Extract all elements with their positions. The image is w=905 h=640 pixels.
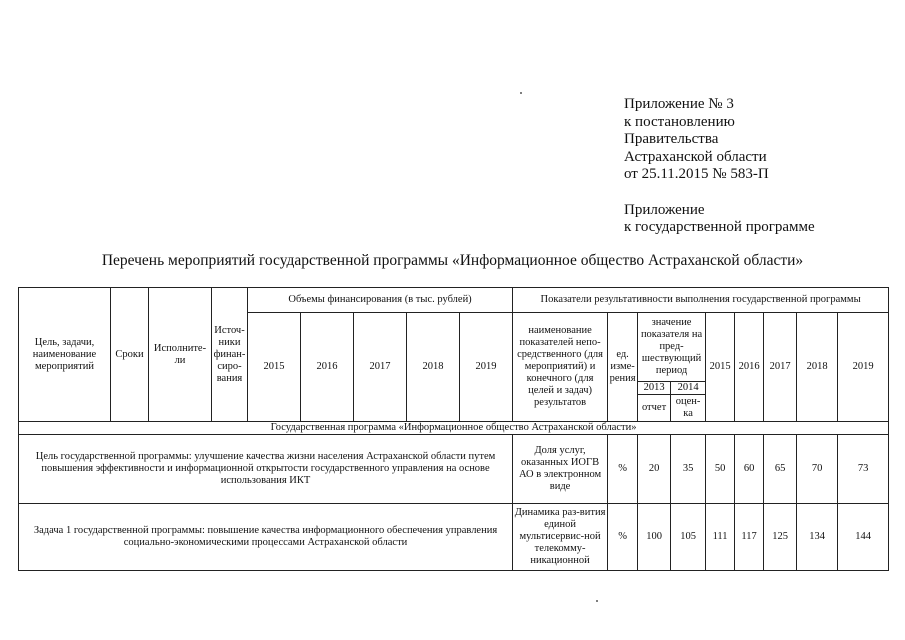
indicator-year-2019: 2019 [838,313,889,422]
prior-type-estimate: оцен-ка [671,395,706,422]
section-title: Государственная программа «Информационное общество Астраханской области» [19,422,889,435]
table-row [19,504,889,571]
header-goal: Цель, задачи, наименование мероприятий [19,288,111,422]
row-unit: % [608,435,638,504]
header-executors: Исполните-ли [149,288,212,422]
appendix-line: к постановлению [624,113,735,130]
row-value-2013: 20 [638,435,671,504]
row-value-2018: 134 [797,504,838,571]
prior-year-2013: 2013 [638,382,671,395]
row-value-2015: 50 [706,435,735,504]
header-prior-value: значение показателя на пред-шествующий период [638,313,706,382]
indicator-year-2016: 2016 [735,313,764,422]
row-value-2019: 73 [838,435,889,504]
indicator-year-2018: 2018 [797,313,838,422]
row-value-2018: 70 [797,435,838,504]
indicator-year-2017: 2017 [764,313,797,422]
prior-year-2014: 2014 [671,382,706,395]
header-unit: ед. изме-рения [608,313,638,422]
funding-year-2019: 2019 [460,313,513,422]
header-indicator-name: наименование показателей непо-средственного (для мероприятий) и конечного (для целей и задач) результатов [513,313,608,422]
header-funding: Объемы финансирования (в тыс. рублей) [248,288,513,313]
measures-table [18,287,889,571]
indicator-year-2015: 2015 [706,313,735,422]
appendix-block [624,96,815,237]
appendix-line: Астраханской области [624,148,767,165]
row-value-2019: 144 [838,504,889,571]
table-row [19,435,889,504]
row-text: Задача 1 государственной программы: повышение качества информационного обеспечения управления социально-экономическими процессами Астраханской области [19,504,513,571]
document-title: Перечень мероприятий государственной программы «Информационное общество Астраханской области» [101,252,804,269]
row-indicator: Динамика раз-вития единой мультисервис-ной телекомму-никационной [513,504,608,571]
header-terms: Сроки [111,288,149,422]
row-value-2017: 65 [764,435,797,504]
scan-speck [596,600,598,602]
funding-year-2017: 2017 [354,313,407,422]
section-row [19,422,889,435]
row-value-2014: 105 [671,504,706,571]
funding-year-2016: 2016 [301,313,354,422]
appendix-line: Правительства [624,131,719,147]
row-unit: % [608,504,638,571]
funding-year-2018: 2018 [407,313,460,422]
appendix-spacer [624,184,815,202]
row-value-2016: 60 [735,435,764,504]
row-value-2015: 111 [706,504,735,571]
appendix-line: к государственной программе [624,219,815,235]
header-row [19,288,889,313]
prior-type-report: отчет [638,395,671,422]
row-value-2014: 35 [671,435,706,504]
row-value-2017: 125 [764,504,797,571]
funding-year-2015: 2015 [248,313,301,422]
appendix-line: Приложение № 3 [624,96,734,112]
appendix-line: Приложение [624,201,705,218]
row-indicator: Доля услуг, оказанных ИОГВ АО в электронном виде [513,435,608,504]
row-value-2016: 117 [735,504,764,571]
appendix-line: от 25.11.2015 № 583-П [624,166,769,182]
row-value-2013: 100 [638,504,671,571]
row-text: Цель государственной программы: улучшение качества жизни населения Астраханской области путем повышения эффективности и информационной открытости государственного управления на основе использования ИКТ [19,435,513,504]
header-indicators: Показатели результативности выполнения государственной программы [513,288,889,313]
scan-speck [520,92,522,94]
header-sources: Источ-ники финан-сиро-вания [212,288,248,422]
